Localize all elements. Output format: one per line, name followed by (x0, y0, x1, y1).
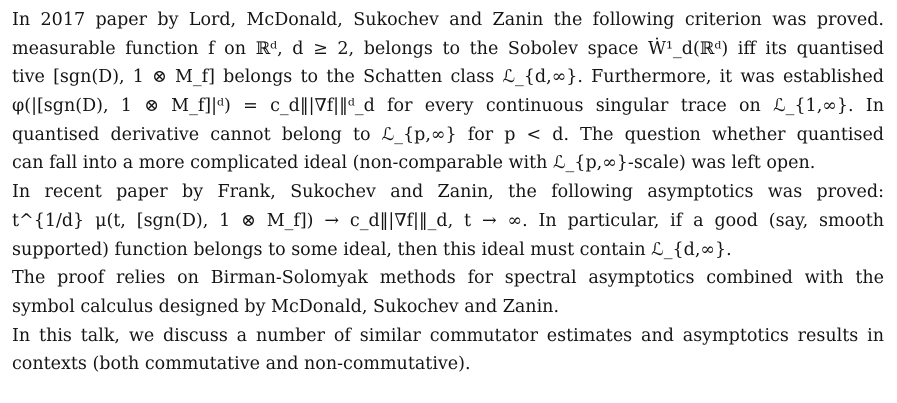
text-line: tive [sgn(D), 1 ⊗ M_f] belongs to the Schatten class ℒ_{d,∞}. Furthermore, it was established (12, 67, 884, 88)
text-line: In this talk, we discuss a number of similar commutator estimates and asymptotics results in (12, 325, 884, 346)
text-line: contexts (both commutative and non-commutative). (12, 354, 471, 375)
text-line: φ(|[sgn(D), 1 ⊗ M_f]|ᵈ) = c_d‖|∇f|‖ᵈ_d for every continuous singular trace on ℒ_{1,∞}. In (12, 96, 884, 117)
text-line: The proof relies on Birman-Solomyak methods for spectral asymptotics combined with the (12, 268, 884, 289)
text-line: symbol calculus designed by McDonald, Sukochev and Zanin. (12, 296, 560, 317)
text-line: In recent paper by Frank, Sukochev and Zanin, the following asymptotics was proved: (12, 182, 884, 203)
paragraph-proof (12, 264, 884, 321)
text-line: In 2017 paper by Lord, McDonald, Sukochev and Zanin the following criterion was proved. (12, 10, 884, 30)
text-line: quantised derivative cannot belong to ℒ_{p,∞} for p < d. The question whether quantised (12, 124, 884, 145)
text-line: supported) function belongs to some ideal, then this ideal must contain ℒ_{d,∞}. (12, 239, 732, 260)
text-line: t^{1/d} μ(t, [sgn(D), 1 ⊗ M_f]) → c_d‖|∇f|‖_d, t → ∞. In particular, if a good (say, smooth (12, 210, 884, 231)
text-line: measurable function f on ℝᵈ, d ≥ 2, belongs to the Sobolev space Ẇ¹_d(ℝᵈ) iff its quantised (12, 38, 884, 59)
paragraph-talk (12, 322, 884, 379)
text-line: can fall into a more complicated ideal (non-comparable with ℒ_{p,∞}-scale) was left open. (12, 153, 816, 174)
abstract-text (12, 6, 884, 379)
paragraph-criterion (12, 6, 884, 178)
paragraph-asymptotics (12, 178, 884, 264)
